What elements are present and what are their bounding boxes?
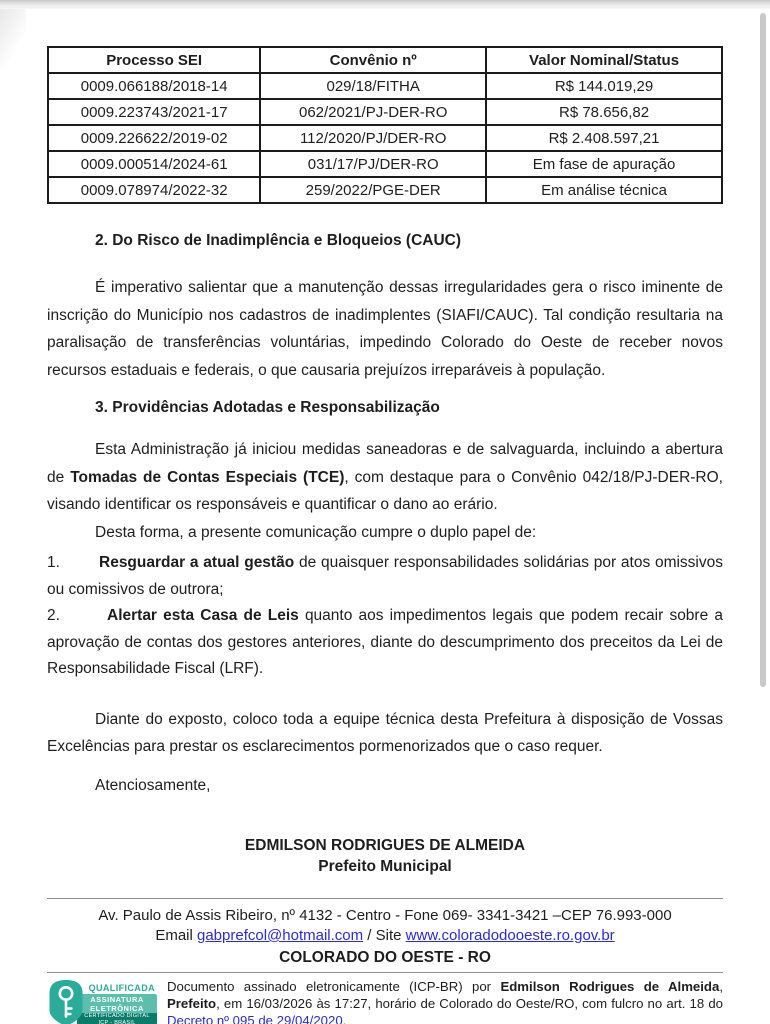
list-item-2	[47, 603, 723, 683]
footer-city: COLORADO DO OESTE - RO	[279, 948, 491, 966]
list-item-text	[47, 554, 723, 598]
footer-address: Av. Paulo de Assis Ribeiro, nº 4132 - Centro - Fone 069- 3341-3421 –CEP 76.993-000	[98, 906, 672, 924]
table-cell: Em fase de apuração	[486, 151, 722, 177]
table-cell: R$ 2.408.597,21	[486, 125, 722, 151]
table-cell: 062/2021/PJ-DER-RO	[260, 99, 486, 125]
signature-block	[47, 835, 723, 877]
list-item-number: 2.	[47, 607, 60, 624]
text-run: Prefeito	[167, 996, 217, 1011]
table-cell: Em análise técnica	[486, 177, 722, 203]
badge-qualificada-label: QUALIFICADA	[77, 981, 157, 994]
table-cell: 031/17/PJ/DER-RO	[260, 151, 486, 177]
text-run: / Site	[363, 927, 406, 944]
table-cell: 0009.226622/2019-02	[48, 125, 260, 151]
text-run: Edmilson Rodrigues de Almeida	[500, 979, 720, 994]
badge-text-bands	[77, 981, 157, 1024]
table-cell: 112/2020/PJ/DER-RO	[260, 125, 486, 151]
column-header-processo-sei: Processo SEI	[48, 47, 260, 73]
key-icon	[47, 979, 85, 1024]
section-3-paragraph-2: Desta forma, a presente comunicação cumpre o duplo papel de:	[95, 523, 537, 541]
table-row	[48, 177, 722, 203]
text-run: , em 16/03/2026 às 17:27, horário de Colorado do Oeste/RO, com fulcro no art. 18 do	[216, 996, 723, 1011]
stamp-statement	[167, 978, 723, 1024]
text-run: Documento assinado eletronicamente (ICP-BR) por	[167, 979, 501, 994]
table-cell: 0009.078974/2022-32	[48, 177, 260, 203]
letterhead-footer	[47, 899, 723, 973]
list-item-1	[47, 550, 723, 603]
signatory-name: EDMILSON RODRIGUES DE ALMEIDA	[244, 836, 526, 854]
badge-text: ASSINATURA	[90, 994, 144, 1004]
text-run: Resguardar a atual gestão	[99, 554, 295, 571]
table-header-row	[48, 47, 722, 73]
electronic-signature-stamp	[47, 973, 723, 1024]
text-run: ,	[719, 979, 723, 994]
link[interactable]: www.coloradodooeste.ro.gov.br	[405, 927, 615, 944]
table-row	[48, 73, 722, 99]
text-run: quanto aos impedimentos legais que podem recair sobre a aprovação de contas dos gestores anteriores, diante do descumprimento dos preceitos da Lei de Responsabilidade Fiscal (LRF).	[47, 607, 723, 677]
badge-text: ICP - BRASIL	[98, 1019, 136, 1024]
icp-brasil-badge	[47, 979, 157, 1024]
table-row	[48, 125, 722, 151]
table-cell: 0009.000514/2024-61	[48, 151, 260, 177]
text-run: Esta Administração já iniciou medidas saneadoras e de salvaguarda, incluindo a abertura de	[47, 441, 723, 486]
table-row	[48, 99, 722, 125]
link[interactable]: gabprefcol@hotmail.com	[197, 927, 364, 944]
section-2-heading: 2. Do Risco de Inadimplência e Bloqueios (CAUC)	[95, 232, 462, 249]
salutation: Atenciosamente,	[95, 776, 211, 794]
table-row	[48, 151, 722, 177]
closing-paragraph: Diante do exposto, coloco toda a equipe técnica desta Prefeitura à disposição de Vossas Excelências para prestar os esclarecimentos pormenorizados que o caso requer.	[47, 710, 723, 755]
text-run: Email	[155, 927, 197, 944]
table-cell: 029/18/FITHA	[260, 73, 486, 99]
page-top-edge	[0, 0, 770, 9]
text-run: , com destaque para o Convênio 042/18/PJ-DER-RO, visando identificar os responsáveis e quantificar o dano ao erário.	[47, 468, 723, 513]
text-run: de quaisquer responsabilidades solidárias por atos omissivos ou comissivos de outrora;	[47, 554, 723, 598]
list-item-number: 1.	[47, 554, 60, 571]
numbered-list	[47, 550, 723, 683]
table-cell: 0009.066188/2018-14	[48, 73, 260, 99]
table-cell: R$ 144.019,29	[486, 73, 722, 99]
badge-assinatura-label	[77, 994, 157, 1013]
list-item-text	[47, 607, 723, 677]
section-2-paragraph: É imperativo salientar que a manutenção dessas irregularidades gera o risco iminente de inscrição do Município nos cadastros de inadimplentes (SIAFI/CAUC). Tal condição resultaria na paralisação de transferências voluntárias, impedindo Colorado do Oeste de receber novos recursos estaduais e federais, o que causaria prejuízos irreparáveis à população.	[47, 279, 723, 379]
badge-text: ELETRÔNICA	[90, 1003, 144, 1013]
column-header-valor-status: Valor Nominal/Status	[486, 47, 722, 73]
table-cell: R$ 78.656,82	[486, 99, 722, 125]
footer-contact-line	[47, 926, 723, 947]
column-header-convenio: Convênio nº	[260, 47, 486, 73]
convenios-table	[47, 46, 723, 204]
page-corner-shadow	[0, 0, 26, 70]
signatory-title: Prefeito Municipal	[318, 857, 452, 875]
text-run: Tomadas de Contas Especiais (TCE)	[70, 468, 345, 486]
text-run: Alertar esta Casa de Leis	[107, 607, 299, 624]
table-cell: 0009.223743/2021-17	[48, 99, 260, 125]
table-cell: 259/2022/PGE-DER	[260, 177, 486, 203]
badge-certificado-label	[77, 1013, 157, 1024]
badge-text: CERTIFICADO DIGITAL	[84, 1013, 150, 1019]
link[interactable]: Decreto nº 095 de 29/04/2020.	[167, 1013, 347, 1024]
section-3-heading: 3. Providências Adotadas e Responsabilização	[95, 399, 440, 416]
scrollbar-thumb[interactable]	[760, 13, 766, 687]
section-3-paragraph	[47, 436, 723, 519]
